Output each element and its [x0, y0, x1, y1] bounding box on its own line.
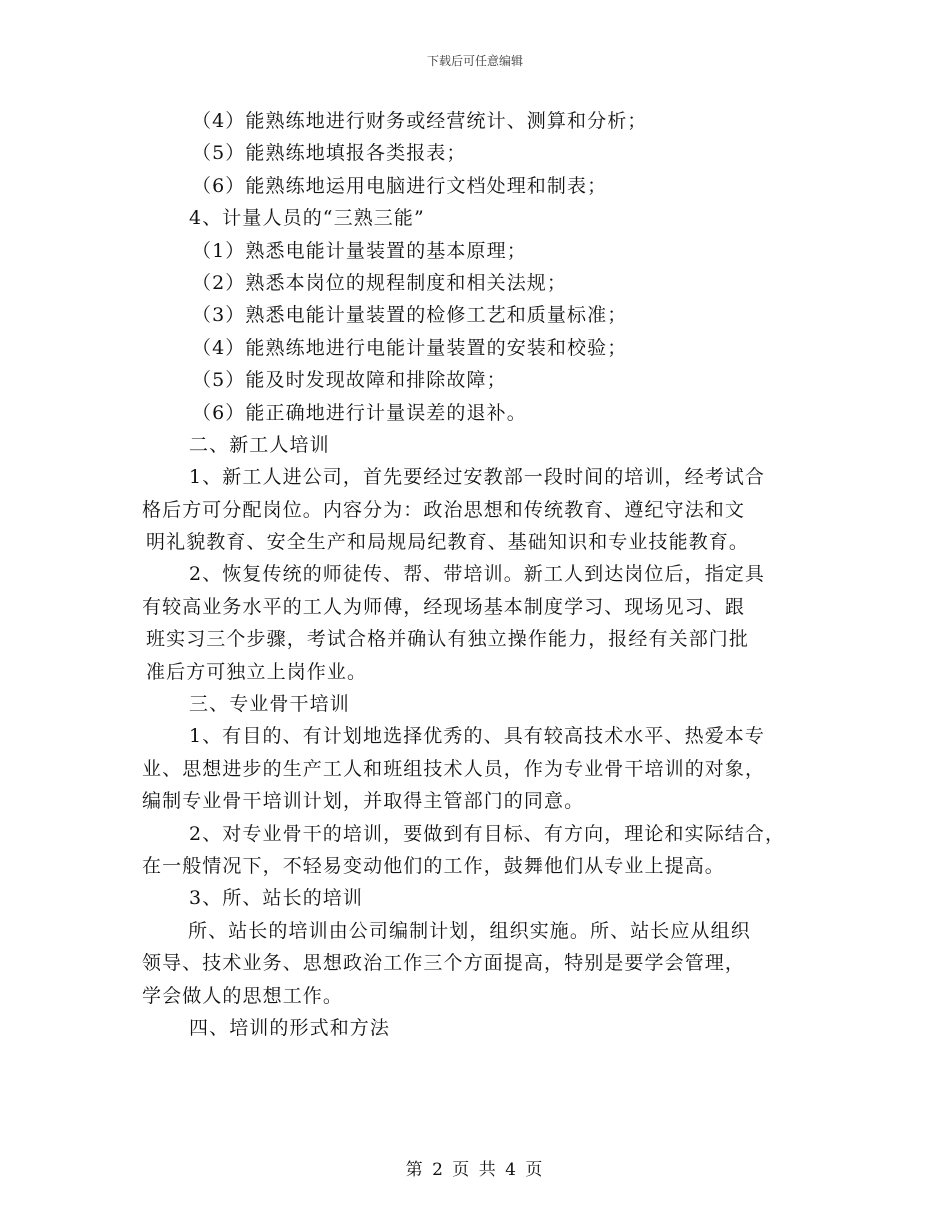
section-heading: 二、新工人培训	[189, 433, 330, 456]
page-header: 下载后可任意编辑	[426, 54, 523, 68]
paragraph-line: 领导、技术业务、思想政治工作三个方面提高，特别是要学会管理，	[142, 952, 746, 975]
paragraph-line: 业、思想进步的生产工人和班组技术人员，作为专业骨干培训的对象，	[142, 757, 766, 780]
section-heading: 四、培训的形式和方法	[189, 1016, 391, 1039]
text-line: （3）熟悉电能计量装置的检修工艺和质量标准；	[192, 304, 628, 327]
paragraph-line: 有较高业务水平的工人为师傅，经现场基本制度学习、现场见习、跟	[142, 595, 746, 618]
paragraph-line: 学会做人的思想工作。	[142, 984, 344, 1007]
text-line: （6）能熟练地运用电脑进行文档处理和制表；	[192, 174, 608, 197]
text-line: （1）熟悉电能计量装置的基本原理；	[192, 239, 527, 262]
text-line: （5）能及时发现故障和排除故障；	[192, 369, 507, 392]
paragraph-line: 格后方可分配岗位。内容分为：政治思想和传统教育、遵纪守法和文	[142, 498, 746, 521]
text-line: （4）能熟练地进行财务或经营统计、测算和分析；	[192, 110, 648, 132]
section-heading: 4、计量人员的“三熟三能”	[189, 207, 425, 230]
page-number: 第 2 页 共 4 页	[405, 1160, 545, 1180]
paragraph-line: 班实习三个步骤，考试合格并确认有独立操作能力，报经有关部门批	[146, 628, 750, 651]
paragraph-line: 2、对专业骨干的培训，要做到有目标、有方向，理论和实际结合，	[189, 822, 786, 845]
section-heading: 3、所、站长的培训	[189, 887, 363, 910]
paragraph-line: 1、有目的、有计划地选择优秀的、具有较高技术水平、热爱本专	[189, 725, 765, 748]
section-heading: 三、专业骨干培训	[189, 693, 350, 716]
paragraph-line: 准后方可独立上岗作业。	[146, 660, 368, 683]
paragraph-line: 所、站长的培训由公司编制计划，组织实施。所、站长应从组织	[188, 919, 751, 942]
document-body	[142, 105, 822, 1044]
paragraph-line: 编制专业骨干培训计划，并取得主管部门的同意。	[142, 790, 585, 813]
paragraph-line: 在一般情况下，不轻易变动他们的工作，鼓舞他们从专业上提高。	[142, 854, 725, 877]
paragraph-line: 明礼貌教育、安全生产和局规局纪教育、基础知识和专业技能教育。	[146, 531, 750, 554]
text-line: （2）熟悉本岗位的规程制度和相关法规；	[192, 271, 567, 294]
text-line: （4）能熟练地进行电能计量装置的安装和校验；	[192, 336, 628, 359]
paragraph-line: 1、新工人进公司，首先要经过安教部一段时间的培训，经考试合	[189, 466, 765, 489]
text-line: （6）能正确地进行计量误差的退补。	[192, 401, 527, 424]
text-line: （5）能熟练地填报各类报表；	[192, 142, 467, 165]
paragraph-line: 2、恢复传统的师徒传、帮、带培训。新工人到达岗位后，指定具	[189, 563, 765, 586]
